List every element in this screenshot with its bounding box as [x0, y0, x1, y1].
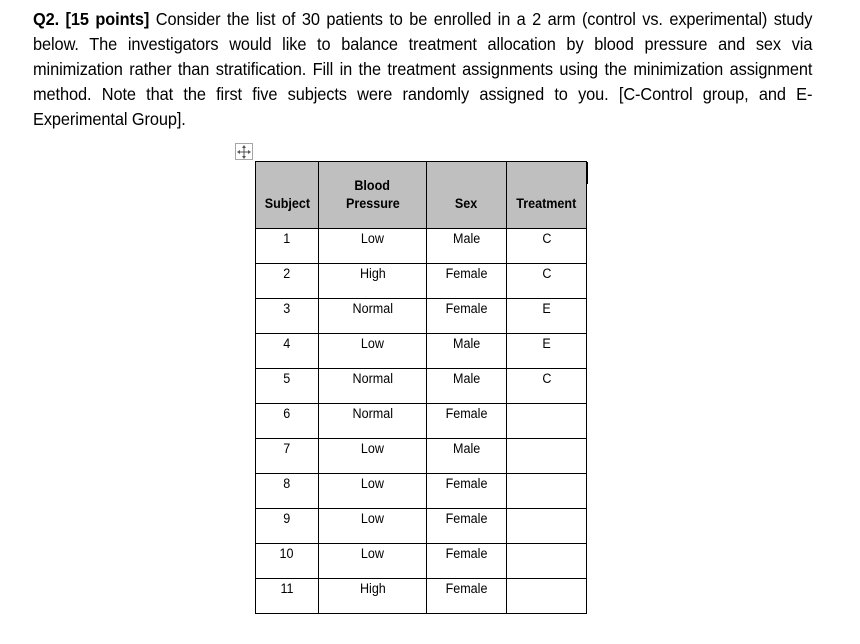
cell-blood-pressure: Low	[319, 229, 427, 264]
cell-blood-pressure: Low	[319, 334, 427, 369]
cell-treatment[interactable]	[507, 509, 587, 544]
table-row	[256, 369, 587, 404]
cell-sex: Male	[427, 369, 507, 404]
cell-subject: 9	[256, 509, 319, 544]
cell-blood-pressure: Low	[319, 544, 427, 579]
question-text	[33, 7, 812, 132]
table-row	[256, 404, 587, 439]
table-row	[256, 264, 587, 299]
cell-treatment[interactable]: E	[507, 334, 587, 369]
cell-blood-pressure: Normal	[319, 299, 427, 334]
cell-sex: Female	[427, 404, 507, 439]
cell-subject: 1	[256, 229, 319, 264]
cell-sex: Female	[427, 264, 507, 299]
cell-blood-pressure: Normal	[319, 404, 427, 439]
cell-sex: Female	[427, 579, 507, 614]
question-label: Q2. [15 points]	[33, 9, 150, 29]
cell-subject: 7	[256, 439, 319, 474]
cell-blood-pressure: High	[319, 579, 427, 614]
cell-sex: Female	[427, 544, 507, 579]
cell-sex: Female	[427, 474, 507, 509]
cell-treatment[interactable]: C	[507, 264, 587, 299]
table-row	[256, 229, 587, 264]
cell-blood-pressure: Low	[319, 509, 427, 544]
header-treatment: Treatment	[507, 162, 587, 229]
cell-subject: 3	[256, 299, 319, 334]
cell-sex: Male	[427, 229, 507, 264]
text-cursor	[587, 162, 588, 184]
cell-treatment[interactable]	[507, 439, 587, 474]
table-row	[256, 474, 587, 509]
header-blood-pressure: Blood Pressure	[319, 162, 427, 229]
cell-sex: Male	[427, 439, 507, 474]
cell-treatment[interactable]: E	[507, 299, 587, 334]
table-row	[256, 544, 587, 579]
cell-treatment[interactable]: C	[507, 369, 587, 404]
header-subject: Subject	[256, 162, 319, 229]
table-row	[256, 579, 587, 614]
cell-subject: 8	[256, 474, 319, 509]
cell-treatment[interactable]	[507, 404, 587, 439]
cell-subject: 6	[256, 404, 319, 439]
cell-treatment[interactable]	[507, 579, 587, 614]
header-sex: Sex	[427, 162, 507, 229]
cell-sex: Male	[427, 334, 507, 369]
cell-sex: Female	[427, 299, 507, 334]
table-row	[256, 509, 587, 544]
cell-treatment[interactable]	[507, 474, 587, 509]
cell-sex: Female	[427, 509, 507, 544]
cell-treatment[interactable]	[507, 544, 587, 579]
cell-subject: 4	[256, 334, 319, 369]
patient-table	[255, 161, 587, 614]
cell-blood-pressure: Normal	[319, 369, 427, 404]
cell-subject: 5	[256, 369, 319, 404]
cell-blood-pressure: High	[319, 264, 427, 299]
question-body: Consider the list of 30 patients to be enrolled in a 2 arm (control vs. experimental) study below. The investigators would like to balance treatment allocation by blood pressure and sex via minimization rather than stratification. Fill in the treatment assignments using the minimization assignment method. Note that the first five subjects were randomly assigned to you. [C-Control group, and E-Experimental Group].	[33, 9, 813, 129]
cell-blood-pressure: Low	[319, 439, 427, 474]
table-row	[256, 299, 587, 334]
cell-treatment[interactable]: C	[507, 229, 587, 264]
cell-subject: 11	[256, 579, 319, 614]
table-row	[256, 334, 587, 369]
table-row	[256, 439, 587, 474]
cell-subject: 10	[256, 544, 319, 579]
cell-subject: 2	[256, 264, 319, 299]
table-header-row	[256, 162, 587, 229]
table-move-handle-icon[interactable]	[235, 143, 253, 160]
cell-blood-pressure: Low	[319, 474, 427, 509]
